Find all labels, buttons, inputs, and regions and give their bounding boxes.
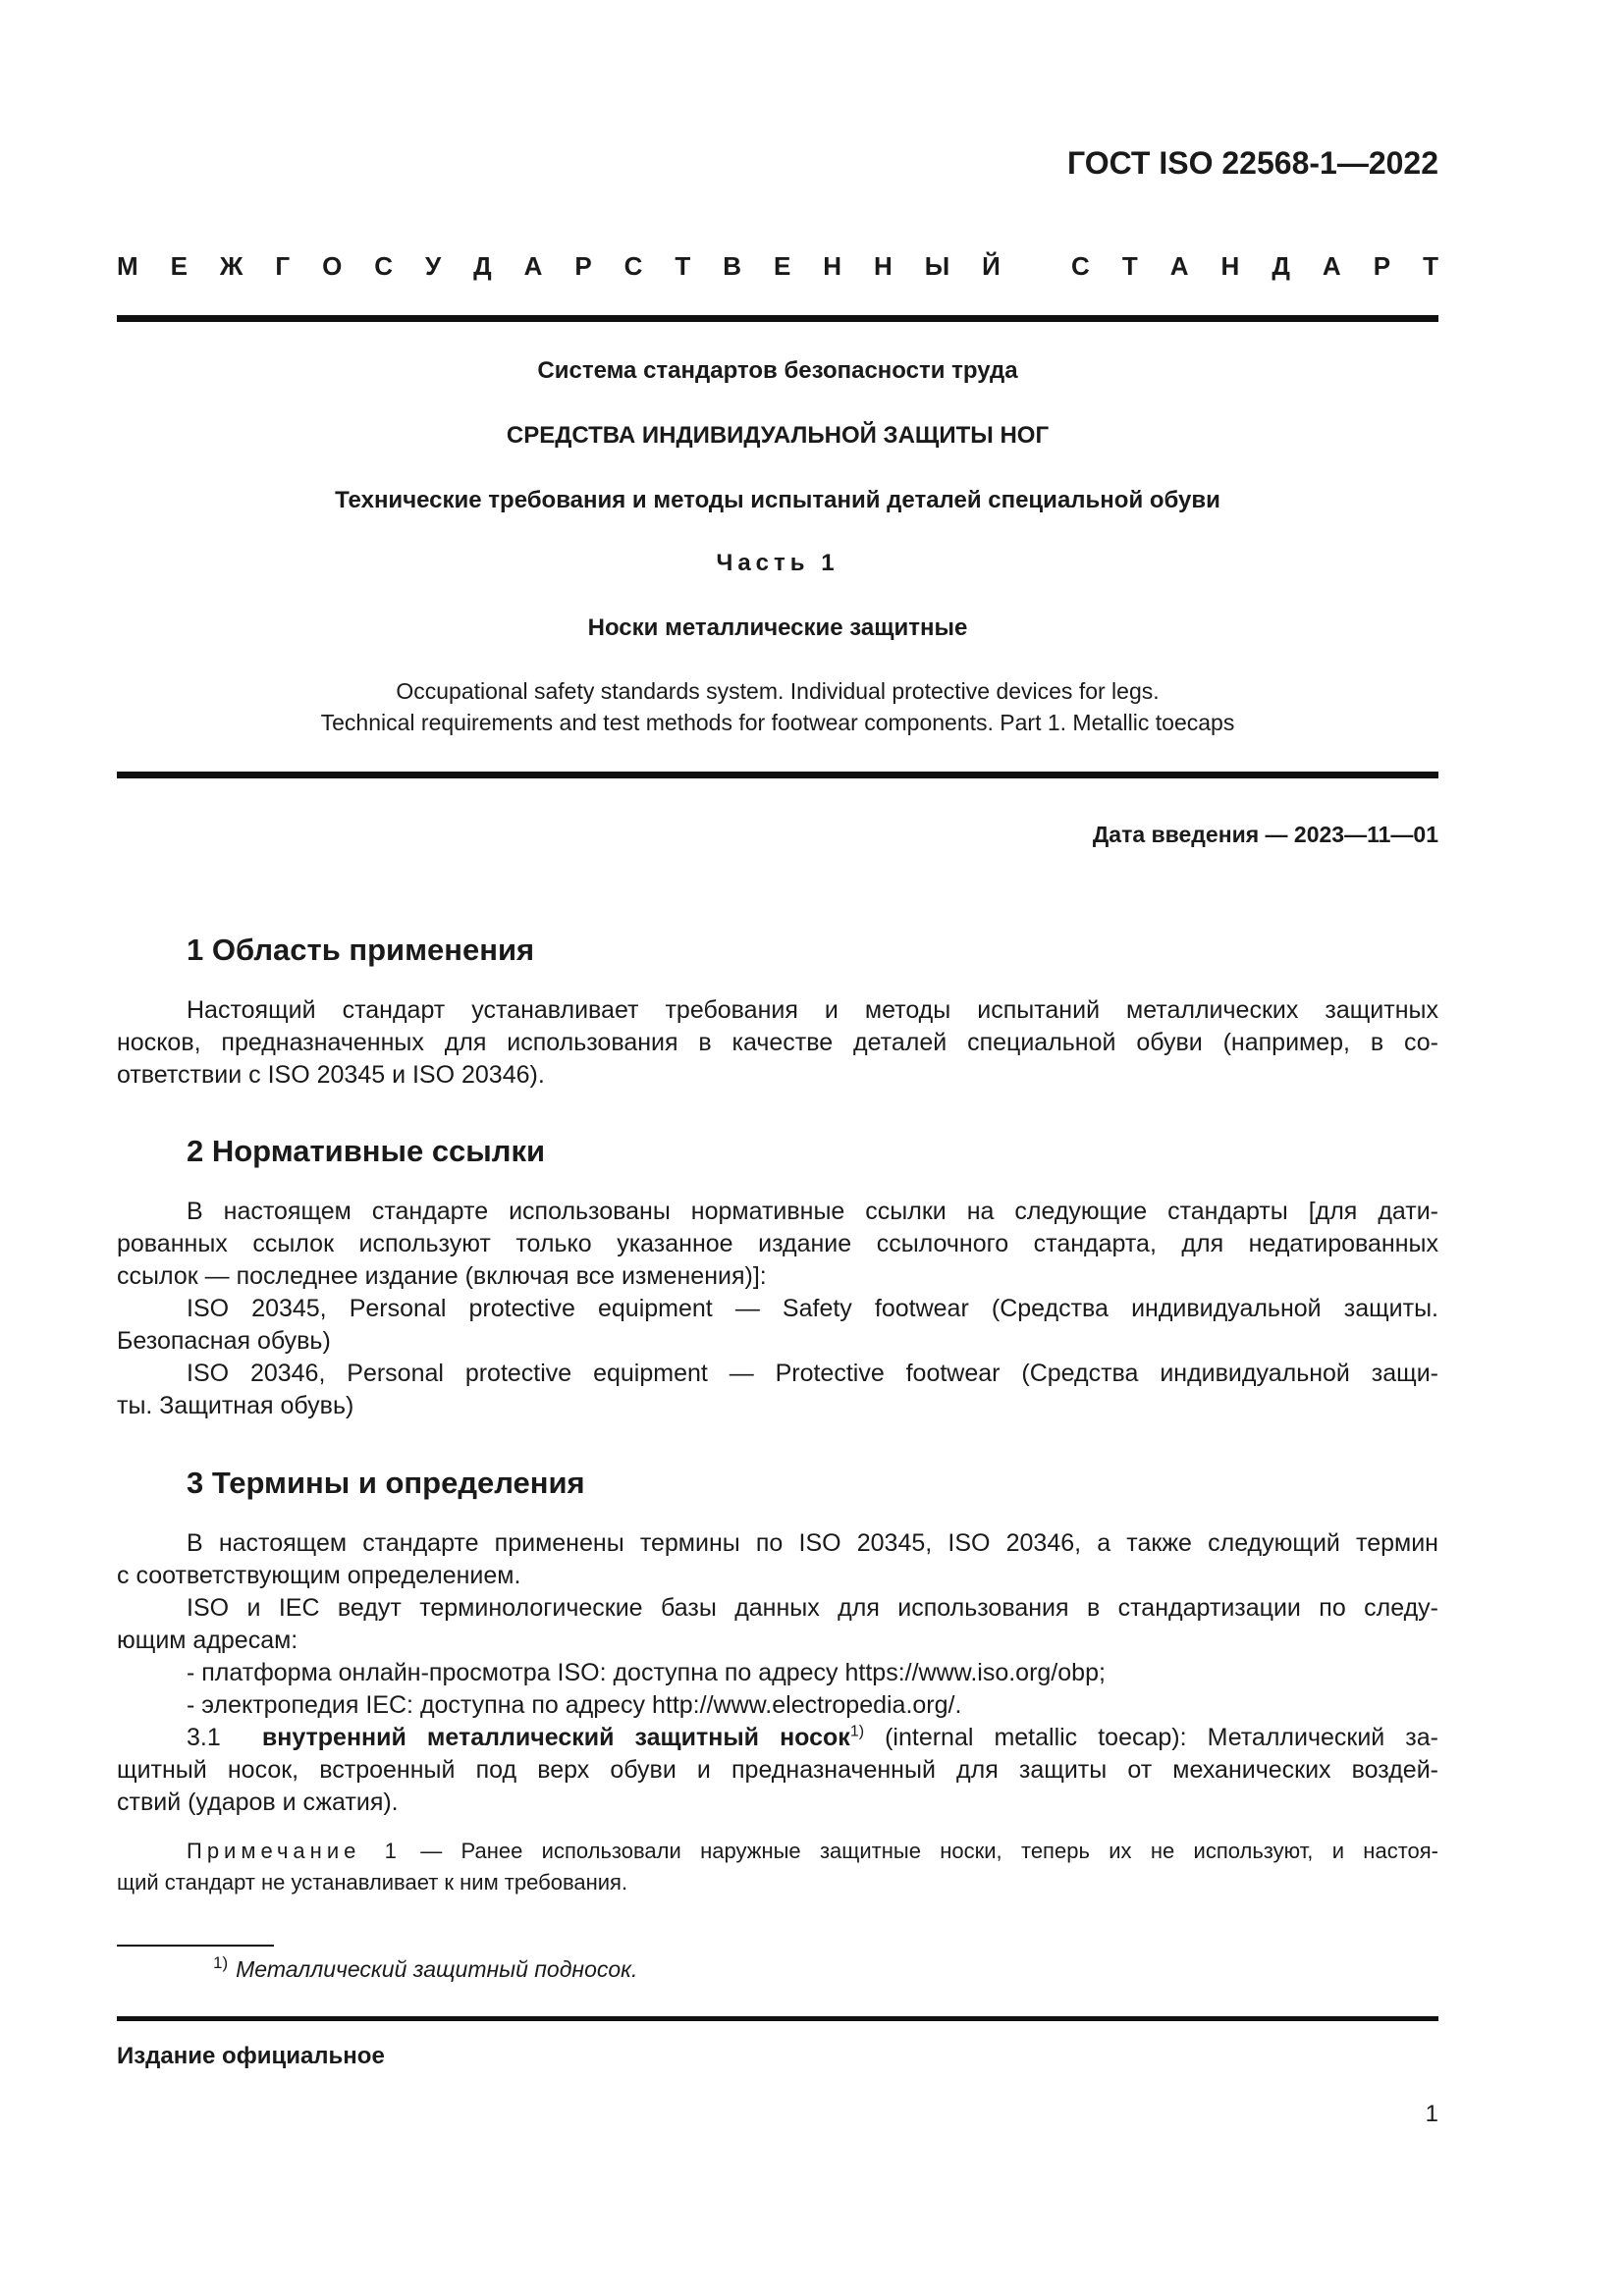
footnote-separator [117,1945,274,1947]
header-letter: Н [823,251,842,281]
footer-rule [117,2016,1438,2021]
text-line: ссылок — последнее издание (включая все изменения)]: [117,1262,767,1290]
header-letter: С [1071,251,1090,281]
header-letter: Г [275,251,291,281]
category-word-standard [1071,251,1438,282]
header-letter: Р [574,251,592,281]
text-line: ты. Защитная обувь) [117,1392,354,1419]
section-1-heading: 1 Область применения [187,933,535,967]
header-letter: Й [982,251,1001,281]
title-bottom-rule [117,772,1438,778]
list-item: - электропедия IEC: доступна по адресу http://www.electropedia.org/. [187,1691,962,1719]
header-letter: Т [1423,251,1438,281]
header-letter: Н [874,251,893,281]
document-page [117,0,1438,2296]
text-line: ствий (ударов и сжатия). [117,1789,399,1816]
introduction-date: Дата введения — 2023—11—01 [1092,822,1438,847]
text-line: ответствии с ISO 20345 и ISO 20346). [117,1061,545,1089]
note-text-line2: щий стандарт не устанавливает к ним требования. [117,1870,628,1895]
english-title-line1: Occupational safety standards system. Individual protective devices for legs. [396,678,1160,704]
header-letter: Е [773,251,791,281]
footnote-mark: 1) [213,1953,229,1973]
header-letter: Е [170,251,188,281]
text-line: Безопасная обувь) [117,1327,331,1355]
text-line: ющим адресам: [117,1627,298,1654]
section-1-text [117,994,1438,1092]
header-letter: А [523,251,543,281]
main-title: СРЕДСТВА ИНДИВИДУАЛЬНОЙ ЗАЩИТЫ НОГ [506,422,1050,449]
term-number: 3.1 [187,1724,221,1751]
note-label: Примечание 1 [187,1839,402,1863]
header-letter: В [723,251,742,281]
note-1 [117,1836,1438,1898]
header-letter: С [623,251,643,281]
header-letter: Р [1373,251,1391,281]
header-letter: У [425,251,442,281]
text-line: В настоящем стандарте применены термины по ISO 20345, ISO 20346, а также следующий термин [187,1529,1438,1557]
standard-designation: ГОСТ ISO 22568-1—2022 [1067,145,1438,181]
english-title [117,675,1438,738]
standard-category [117,251,1438,287]
section-3-text [117,1527,1438,1819]
header-letter: М [117,251,138,281]
header-letter: А [1322,251,1341,281]
section-2-heading: 2 Нормативные ссылки [187,1134,546,1168]
text-line: В настоящем стандарте использованы нормативные ссылки на следующие стандарты [для дати- [187,1198,1438,1225]
system-title: Система стандартов безопасности труда [537,357,1018,384]
part-name: Носки металлические защитные [587,614,968,641]
text-line: рованных ссылок используют только указанное издание ссылочного стандарта, для недатированных [117,1230,1438,1257]
part-label: Часть 1 [716,550,839,576]
term-definition-start: (internal metallic toecap): Металлический за- [864,1724,1438,1751]
english-title-line2: Technical requirements and test methods for footwear components. Part 1. Metallic toecaps [320,710,1235,735]
page-number: 1 [1425,2101,1438,2127]
term-name: внутренний металлический защитный носок [261,1724,850,1751]
edition-label: Издание официальное [117,2043,385,2069]
text-line: щитный носок, встроенный под верх обуви и предназначенный для защиты от механических воздей- [117,1756,1438,1784]
top-rule [117,315,1438,322]
header-letter: Н [1220,251,1240,281]
header-letter: О [322,251,343,281]
text-line: с соответствующим определением. [117,1562,521,1589]
note-text: — Ранее использовали наружные защитные носки, теперь их не используют, и настоя- [401,1839,1439,1863]
header-letter: С [374,251,394,281]
reference-iso-20346: ISO 20346, Personal protective equipment — Protective footwear (Средства индивидуальной защи- [187,1360,1438,1387]
footnote-ref: 1) [849,1723,865,1740]
category-word-interstate [117,251,1001,282]
header-letter: А [1169,251,1189,281]
term-3-1 [117,1722,1438,1754]
section-3-heading: 3 Термины и определения [187,1466,585,1500]
header-letter: Д [1272,251,1290,281]
section-2-text [117,1196,1438,1422]
subtitle: Технические требования и методы испытаний деталей специальной обуви [335,487,1220,513]
list-item: - платформа онлайн-просмотра ISO: доступна по адресу https://www.iso.org/obp; [187,1659,1106,1686]
footnote [213,1953,638,1983]
header-letter: Ж [219,251,244,281]
footnote-text: Металлический защитный подносок. [236,1956,638,1982]
reference-iso-20345: ISO 20345, Personal protective equipment — Safety footwear (Средства индивидуальной защиты. [187,1295,1438,1322]
header-letter: Т [1121,251,1138,281]
header-letter: Т [675,251,691,281]
text-line: ISO и IEC ведут терминологические базы данных для использования в стандартизации по следу- [187,1594,1438,1622]
text-line: носков, предназначенных для использования в качестве деталей специальной обуви (например, в со- [117,1029,1438,1056]
header-letter: Ы [924,251,950,281]
header-letter: Д [473,251,492,281]
text-line: Настоящий стандарт устанавливает требования и методы испытаний металлических защитных [187,996,1438,1024]
